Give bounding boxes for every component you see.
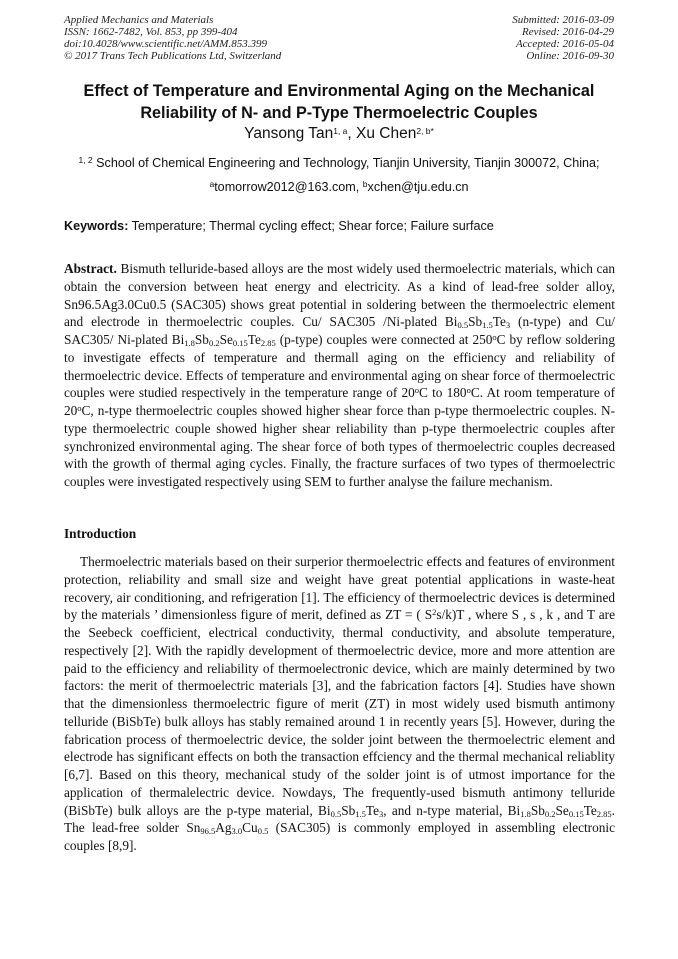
text-run: , Xu Chen (347, 125, 417, 142)
text-supscript: a (209, 179, 215, 189)
text-subscript: 1.5 (355, 808, 366, 819)
text-run: tomorrow2012@163.com, (214, 180, 363, 194)
paper-title (40, 80, 638, 124)
text-subscript: 0.15 (232, 338, 248, 348)
abstract (64, 260, 615, 491)
text-supscript: 1, a (333, 126, 348, 136)
text-run: Sb (341, 802, 356, 818)
introduction-paragraph (64, 553, 615, 855)
text-subscript: 1.8 (520, 808, 531, 819)
abstract-label: Abstract. (64, 261, 117, 276)
text-supscript: 1, 2 (78, 155, 93, 165)
text-run: Te (247, 332, 261, 347)
text-run: School of Chemical Engineering and Technology, Tianjin University, Tianjin 300072, China; (92, 156, 600, 170)
doi-line: doi:10.4028/www.scientific.net/AMM.853.399 (64, 38, 267, 50)
authors (0, 125, 678, 143)
text-supscript: b (362, 179, 368, 189)
text-subscript: 96.5 (200, 826, 216, 837)
text-run: Thermoelectric materials based on their surperior thermoelectric effects and features of environment protection, reliability and small size and weight have great potential applications in waste-heat recovery, air conditioning, and refrigeration [1]. The efficiency of thermoelectric devices is determined by the materials ’ dimensionless figure of merit, defined as ZT = ( S (64, 554, 615, 623)
title-line: Reliability of N- and P-Type Thermoelectric Couples (140, 104, 538, 122)
text-subscript: 0.5 (330, 808, 342, 819)
text-supscript: 2 (432, 607, 437, 618)
text-run: Cu (242, 820, 258, 836)
text-run: xchen@tju.edu.cn (367, 180, 469, 194)
text-subscript: 1.5 (482, 320, 493, 331)
text-run: (p-type) couples were connected at 250 (275, 332, 493, 347)
text-run: Sb (468, 314, 483, 330)
text-run: s/k)T , where S , s , k , and T are the Seebeck coefficient, electrical conductivity, thermal conductivity, and absolute temperature, respectively [2]. With the rapidly development of thermoelectric device, more and more attention are paid to the efficiency and reliability of thermoelectronic device, which are mainly determined by two factors: the merit of thermoelectric materials [3], and the fabrication factors [4]. Studies have shown that the dimensionless thermoelectric figure of merit (ZT) in most widely used bismuth antimony telluride (BiSbTe) bulk alloys has stably remained around 1 in recently years [5]. However, during the fabrication process of thermoelectric device, the solder joint between the thermoelectric element and electrode has significant effects on both the transaction effciency and the thermal mechanical reliablity [6,7]. Based on this theory, mechanical study of the solder joint is of utmost importance for the application of thermalelectric device. Nowdays, The frequently-used bismuth antimony telluride (BiSbTe) bulk alloys are the p-type material, Bi (64, 607, 616, 818)
text-run: Sb (530, 802, 545, 818)
text-subscript: 2.85 (260, 338, 276, 348)
text-run: Se (219, 332, 233, 347)
text-run: Sb (194, 332, 209, 347)
text-run: (SAC305) is commonly employed in assembling electronic couples [8,9]. (64, 820, 615, 853)
journal-info (64, 14, 281, 62)
text-run: C to 180 (419, 385, 467, 401)
online-date: Online: 2016-09-30 (526, 50, 614, 62)
journal-name: Applied Mechanics and Materials (64, 14, 214, 26)
text-run: , and n-type material, Bi (383, 802, 521, 818)
text-supscript: o (414, 385, 420, 396)
affiliation (0, 156, 678, 170)
keywords-label: Keywords: (64, 219, 129, 233)
text-run: Te (583, 802, 597, 818)
copyright-line: © 2017 Trans Tech Publications Ltd, Switzerland (64, 50, 282, 62)
issn-line: ISSN: 1662-7482, Vol. 853, pp 399-404 (64, 26, 238, 38)
text-subscript: 0.2 (544, 808, 556, 819)
keywords (64, 219, 494, 233)
keywords-text: Temperature; Thermal cycling effect; Shear force; Failure surface (128, 219, 494, 233)
text-supscript: 2, b* (416, 126, 434, 136)
text-run: C by reflow soldering to investigate effects of temperature and thermall aging on the efficiency and reliability of thermoelectric device. Effects of temperature and environmental aging on shear force of thermoelectric couples were studied respectively in the temperature range of 20 (64, 332, 615, 401)
title-line: Effect of Temperature and Environmental Aging on the Mechanical (83, 82, 595, 100)
text-supscript: o (77, 403, 82, 413)
text-run: C. At room temperature of 20 (64, 385, 615, 418)
revised-date: Revised: 2016-04-29 (522, 26, 614, 38)
text-subscript: 3.0 (231, 826, 243, 837)
text-run: (n-type) and Cu/ SAC305/ Ni-plated Bi (64, 314, 615, 347)
text-subscript: 0.5 (457, 320, 469, 331)
section-heading-introduction: Introduction (64, 526, 137, 541)
author-emails (0, 180, 678, 194)
text-subscript: 0.5 (257, 826, 269, 837)
text-supscript: o (466, 385, 471, 396)
text-run: Se (555, 802, 569, 818)
text-subscript: 2.85 (596, 808, 612, 819)
text-supscript: o (492, 332, 497, 342)
text-run: Ag (215, 820, 232, 836)
text-subscript: 3 (505, 320, 511, 331)
text-subscript: 1.8 (184, 338, 195, 348)
text-run: Te (492, 314, 506, 330)
abstract-text (64, 261, 615, 489)
text-subscript: 0.2 (208, 338, 220, 348)
accepted-date: Accepted: 2016-05-04 (515, 38, 614, 50)
submitted-date: Submitted: 2016-03-09 (512, 14, 614, 26)
text-run: Bismuth telluride-based alloys are the most widely used thermoelectric materials, which can obtain the conversion between heat energy and electricity. As a kind of lead-free solder alloy, Sn96.5Ag3.0Cu0.5 (SAC305) shows great potential in soldering between the thermoelectric element and electrode in thermoelectric couples. Cu/ SAC305 /Ni-plated Bi (64, 261, 615, 330)
text-subscript: 0.15 (568, 808, 584, 819)
text-run: Te (365, 802, 380, 818)
text-run: C, n-type thermoelectric couples showed higher shear force than p-type thermoelectric couples. N-type thermoelectric couple showed higher shear reliability than p-type thermoelectric couples after synchronized environmental aging. The shear force of both types of thermoelectric couples decreased with the growth of thermal aging cycles. Finally, the fracture surfaces of two types of thermoelectric couples were investigated respectively using SEM to further analyse the failure mechanism. (64, 403, 615, 489)
text-subscript: 3 (379, 808, 384, 819)
text-run: . The lead-free solder Sn (64, 802, 615, 836)
text-run: Yansong Tan (244, 125, 334, 142)
submission-dates (512, 14, 614, 62)
